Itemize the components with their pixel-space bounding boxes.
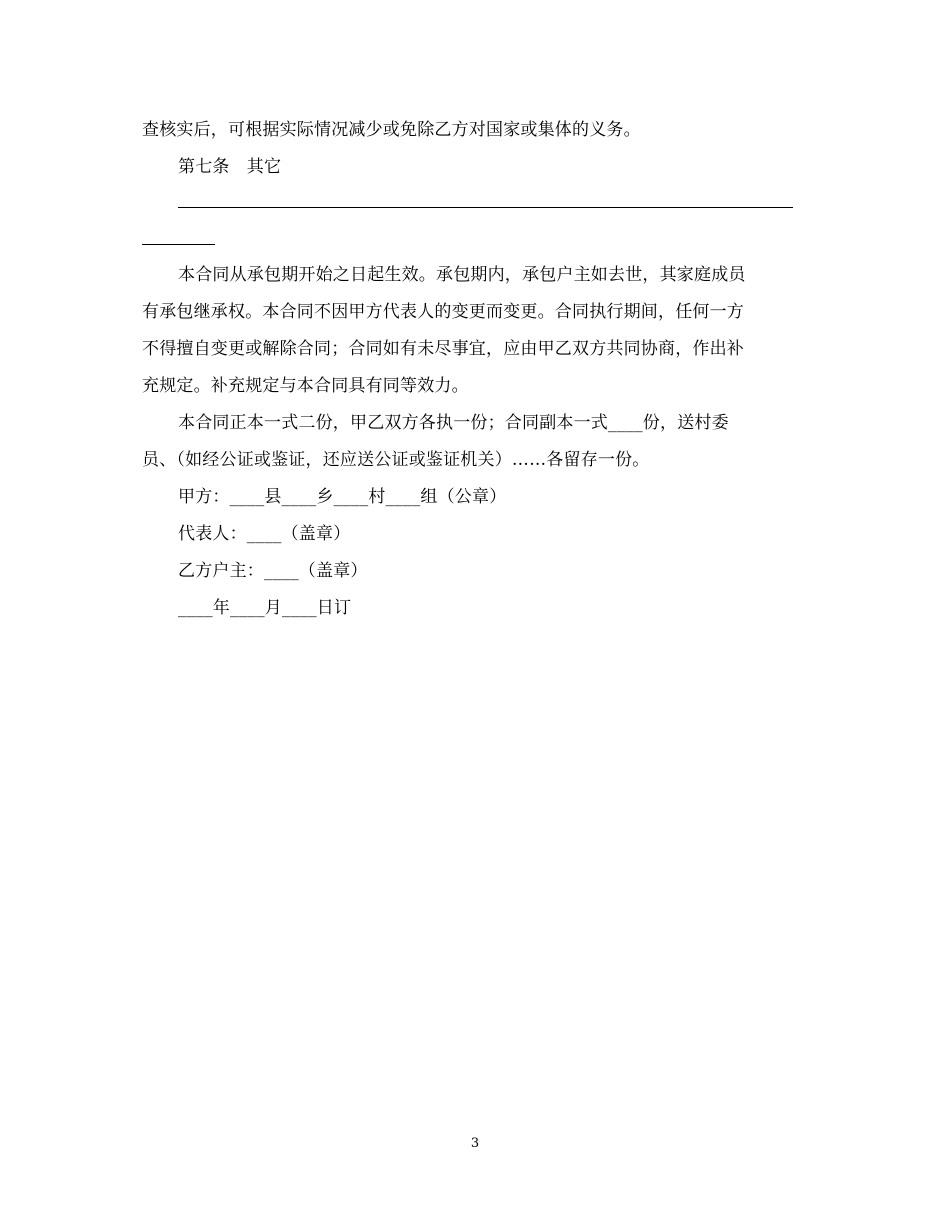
party-b-signature-line: 乙方户主：____（盖章） — [178, 561, 368, 581]
representative-signature-line: 代表人：____（盖章） — [178, 524, 351, 544]
page-number: 3 — [470, 1136, 480, 1151]
paragraph-line: 本合同正本一式二份，甲乙双方各执一份；合同副本一式____份，送村委 — [178, 413, 729, 433]
paragraph-line: 查核实后，可根据实际情况减少或免除乙方对国家或集体的义务。 — [142, 120, 641, 140]
paragraph-line: 充规定。补充规定与本合同具有同等效力。 — [142, 376, 469, 396]
paragraph-line: 本合同从承包期开始之日起生效。承包期内，承包户主如去世，其家庭成员 — [178, 265, 746, 285]
paragraph-line: 不得擅自变更或解除合同；合同如有未尽事宜，应由甲乙双方共同协商，作出补 — [142, 339, 744, 359]
article-heading: 第七条 其它 — [178, 157, 282, 177]
date-line: ____年____月____日订 — [178, 598, 352, 618]
paragraph-line: 员、（如经公证或鉴证，还应送公证或鉴证机关）……各留存一份。 — [142, 450, 650, 470]
blank-fill-line — [178, 207, 793, 208]
blank-fill-line-continuation — [142, 244, 215, 245]
paragraph-line: 有承包继承权。本合同不因甲方代表人的变更而变更。合同执行期间，任何一方 — [142, 302, 744, 322]
party-a-signature-line: 甲方：____县____乡____村____组（公章） — [178, 487, 507, 507]
